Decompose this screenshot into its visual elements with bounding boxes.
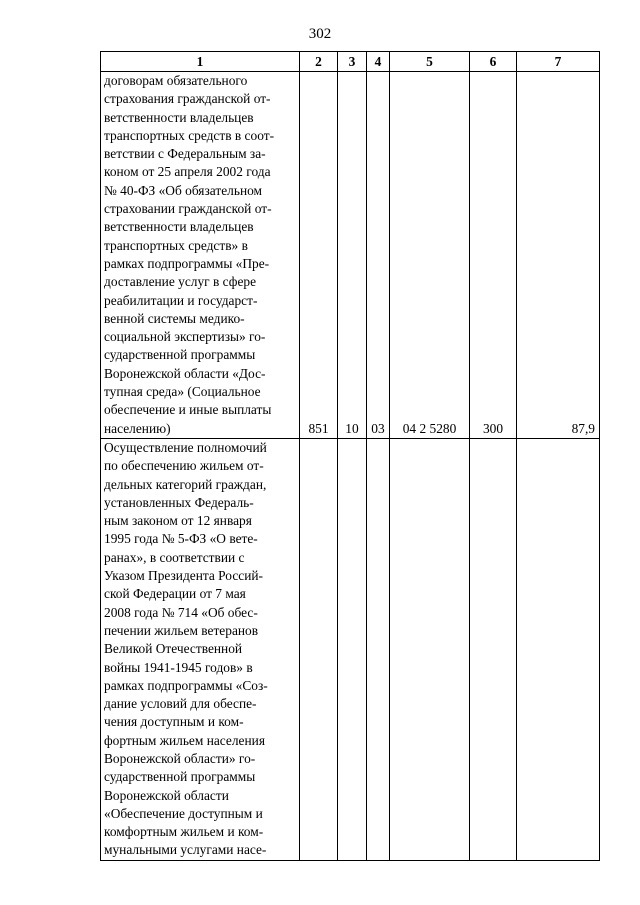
expense-type-cell: 300	[470, 72, 517, 439]
description-line: Осуществление полномочий	[104, 439, 267, 455]
chapter-code-cell	[300, 438, 338, 860]
description-line: ской Федерации от 7 мая	[104, 586, 246, 602]
column-header: 3	[338, 52, 367, 72]
description-line: сударственной программы	[104, 769, 256, 785]
description-line: № 40-ФЗ «Об обязательном	[104, 182, 263, 198]
page-number: 302	[308, 26, 332, 42]
description-line: Великой Отечественной	[104, 641, 243, 657]
description-line: доставление услуг в сфере	[104, 274, 257, 290]
row-description	[101, 438, 300, 860]
table-row	[101, 438, 600, 860]
description-line: тупная среда» (Социальное	[104, 384, 261, 400]
description-line: войны 1941-1945 годов» в	[104, 659, 253, 675]
column-header: 4	[367, 52, 390, 72]
table-row	[101, 72, 600, 439]
description-line: венной системы медико-	[104, 310, 245, 326]
description-line: реабилитации и государст-	[104, 292, 258, 308]
column-header: 6	[470, 52, 517, 72]
description-line: 2008 года № 714 «Об обес-	[104, 604, 258, 620]
description-line: Воронежской области «Дос-	[104, 365, 266, 381]
target-item-cell: 04 2 5280	[390, 72, 470, 439]
description-line: сударственной программы	[104, 347, 256, 363]
description-line: печении жильем ветеранов	[104, 622, 259, 638]
description-line: договорам обязательного	[104, 73, 248, 88]
description-line: Указом Президента Россий-	[104, 568, 263, 584]
description-line: 1995 года № 5-ФЗ «О вете-	[104, 531, 258, 547]
description-line: дельных категорий граждан,	[104, 476, 267, 492]
description-line: ным законом от 12 января	[104, 513, 252, 529]
column-header: 7	[517, 52, 600, 72]
description-line: рамках подпрограммы «Соз-	[104, 677, 268, 693]
description-line: транспортных средств в соот-	[104, 127, 275, 143]
description-line: ветствии с Федеральным за-	[104, 146, 266, 162]
description-line: страховании гражданской от-	[104, 201, 272, 217]
description-line: ранах», в соответствии с	[104, 549, 245, 565]
description-line: ветственности владельцев	[104, 109, 254, 125]
description-line: дание условий для обеспе-	[104, 696, 257, 712]
description-line: Воронежской области» го-	[104, 750, 256, 766]
description-line: страхования гражданской от-	[104, 91, 271, 107]
description-line: мунальными услугами насе-	[104, 842, 267, 858]
description-line: Воронежской области	[104, 787, 229, 803]
description-line: рамках подпрограммы «Пре-	[104, 255, 270, 271]
description-line: транспортных средств» в	[104, 237, 248, 253]
column-header: 2	[300, 52, 338, 72]
description-line: социальной экспертизы» го-	[104, 329, 266, 345]
amount-cell: 87,9	[517, 72, 600, 439]
description-line: населению)	[104, 420, 171, 436]
description-line: фортным жильем населения	[104, 732, 265, 748]
amount-cell	[517, 438, 600, 860]
target-item-cell	[390, 438, 470, 860]
description-line: «Обеспечение доступным и	[104, 805, 263, 821]
section-code-cell: 10	[338, 72, 367, 439]
description-line: ветственности владельцев	[104, 219, 254, 235]
description-line: коном от 25 апреля 2002 года	[104, 164, 271, 180]
description-line: по обеспечению жильем от-	[104, 458, 264, 474]
budget-table	[100, 51, 600, 861]
chapter-code-cell: 851	[300, 72, 338, 439]
table-header-row	[101, 52, 600, 72]
column-header: 5	[390, 52, 470, 72]
description-line: обеспечение и иные выплаты	[104, 402, 272, 418]
description-line: установленных Федераль-	[104, 494, 254, 510]
description-line: чения доступным и ком-	[104, 714, 244, 730]
column-header: 1	[101, 52, 300, 72]
description-line: комфортным жильем и ком-	[104, 824, 264, 840]
subsection-code-cell	[367, 438, 390, 860]
expense-type-cell	[470, 438, 517, 860]
section-code-cell	[338, 438, 367, 860]
row-description	[101, 72, 300, 439]
subsection-code-cell: 03	[367, 72, 390, 439]
